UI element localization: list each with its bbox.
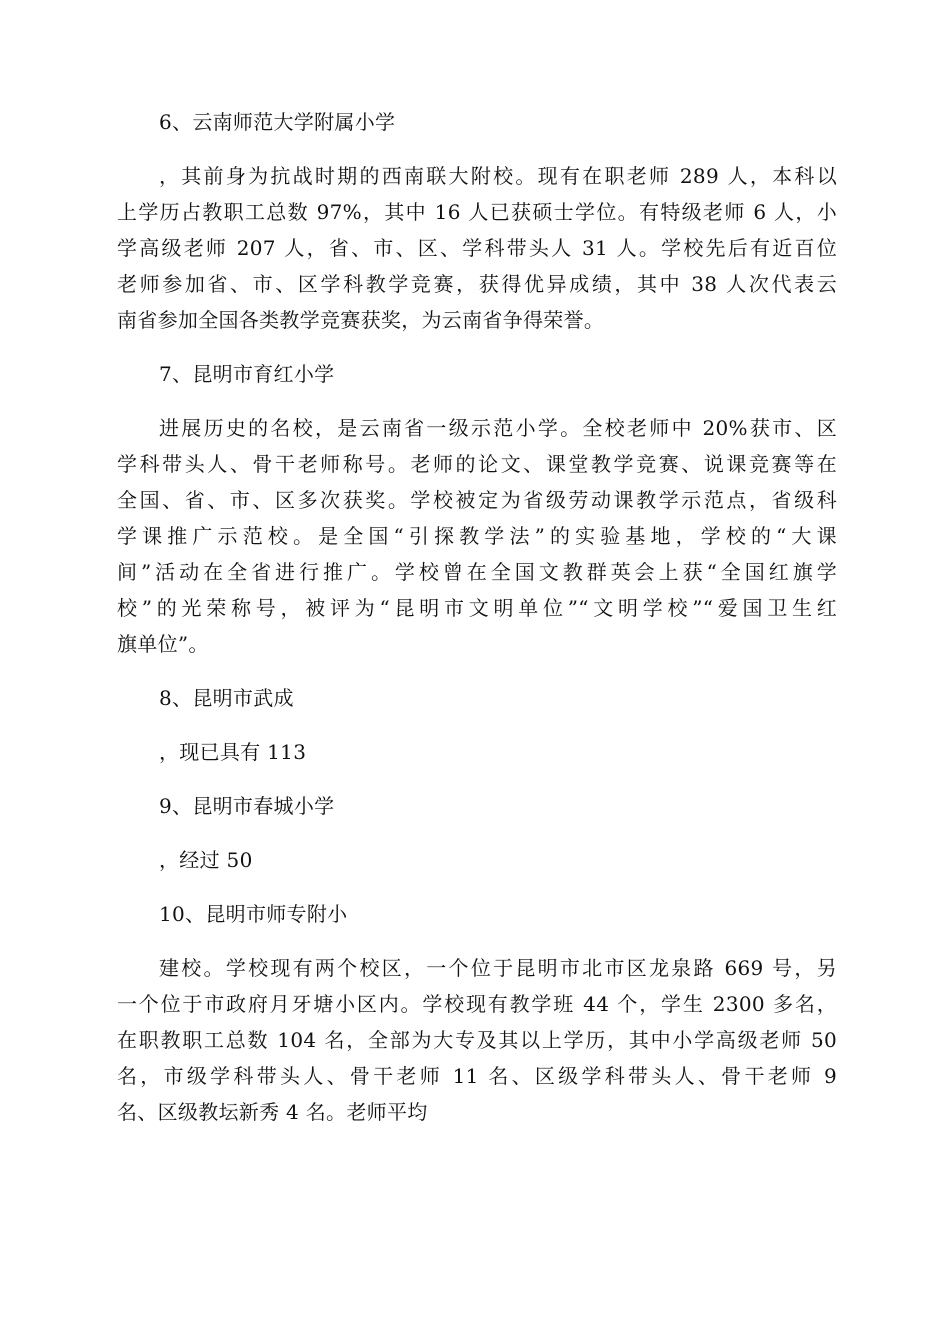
body-paragraph bbox=[117, 410, 837, 662]
text-line: 在职教职工总数 104 名，全部为大专及其以上学历，其中小学高级老师 50 bbox=[117, 1028, 837, 1052]
text-line: 6、云南师范大学附属小学 bbox=[159, 110, 396, 134]
text-line: 全国、省、市、区多次获奖。学校被定为省级劳动课教学示范点，省级科 bbox=[117, 488, 837, 512]
text-line: 间”活动在全省进行推广。学校曾在全国文教群英会上获“全国红旗学 bbox=[117, 560, 837, 584]
text-line: 老师参加省、市、区学科教学竞赛，获得优异成绩，其中 38 人次代表云 bbox=[117, 272, 837, 296]
text-line: 10、昆明市师专附小 bbox=[159, 902, 348, 926]
document-body bbox=[117, 104, 837, 1148]
text-line: 建校。学校现有两个校区，一个位于昆明市北市区龙泉路 669 号，另 bbox=[159, 956, 837, 980]
text-line: 9、昆明市春城小学 bbox=[159, 794, 335, 818]
body-paragraph bbox=[117, 950, 837, 1130]
text-line: 8、昆明市武成 bbox=[159, 686, 294, 710]
section-heading bbox=[117, 104, 837, 140]
text-line: 学高级老师 207 人，省、市、区、学科带头人 31 人。学校先后有近百位 bbox=[117, 236, 837, 260]
text-line: 7、昆明市育红小学 bbox=[159, 362, 335, 386]
text-line: 学课推广示范校。是全国“引探教学法”的实验基地，学校的“大课 bbox=[117, 524, 837, 548]
section-heading bbox=[117, 680, 837, 716]
text-line: ，现已具有 113 bbox=[159, 740, 307, 764]
text-line: 南省参加全国各类教学竞赛获奖，为云南省争得荣誉。 bbox=[117, 308, 605, 332]
short-paragraph bbox=[117, 842, 837, 878]
section-heading bbox=[117, 788, 837, 824]
text-line: 名、区级教坛新秀 4 名。老师平均 bbox=[117, 1100, 428, 1124]
body-paragraph bbox=[117, 158, 837, 338]
section-heading bbox=[117, 356, 837, 392]
text-line: 旗单位”。 bbox=[117, 632, 209, 656]
text-line: ，其前身为抗战时期的西南联大附校。现有在职老师 289 人，本科以 bbox=[159, 164, 837, 188]
text-line: 名，市级学科带头人、骨干老师 11 名、区级学科带头人、骨干老师 9 bbox=[117, 1064, 837, 1088]
text-line: 校”的光荣称号，被评为“昆明市文明单位”“文明学校”“爱国卫生红 bbox=[117, 596, 837, 620]
text-line: 上学历占教职工总数 97%，其中 16 人已获硕士学位。有特级老师 6 人，小 bbox=[117, 200, 837, 224]
text-line: ，经过 50 bbox=[159, 848, 253, 872]
short-paragraph bbox=[117, 734, 837, 770]
section-heading bbox=[117, 896, 837, 932]
text-line: 进展历史的名校，是云南省一级示范小学。全校老师中 20%获市、区 bbox=[159, 416, 837, 440]
text-line: 一个位于市政府月牙塘小区内。学校现有教学班 44 个，学生 2300 多名， bbox=[117, 992, 837, 1016]
text-line: 学科带头人、骨干老师称号。老师的论文、课堂教学竞赛、说课竞赛等在 bbox=[117, 452, 837, 476]
